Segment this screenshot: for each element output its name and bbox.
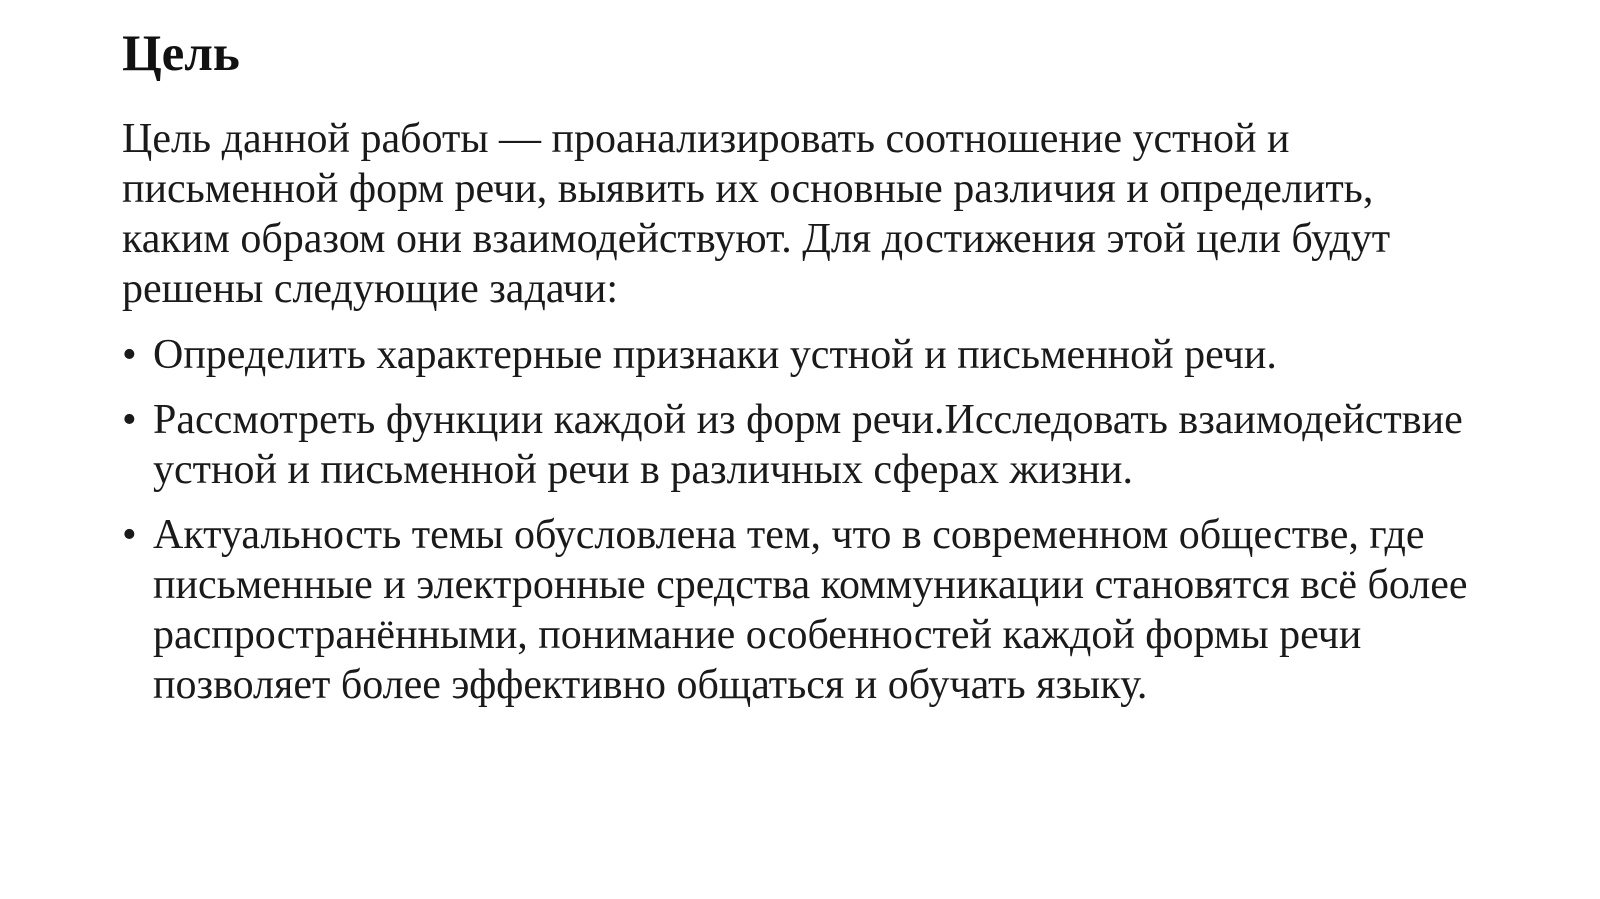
list-item-text: Определить характерные признаки устной и письменной речи. [153,332,1277,378]
list-item [122,330,1482,380]
bullet-icon: • [122,397,137,443]
bullet-icon: • [122,512,137,558]
slide-title: Цель [122,26,240,82]
bullet-icon: • [122,332,137,378]
list-item [122,395,1482,495]
list-item-text: Рассмотреть функции каждой из форм речи.Исследовать взаимодействие устной и письменной речи в различных сферах жизни. [153,397,1463,493]
intro-paragraph: Цель данной работы — проанализировать соотношение устной и письменной форм речи, выявить их основные различия и определить, каким образом они взаимодействуют. Для достижения этой цели будут решены следующие задачи: [122,116,1391,312]
list-item-text: Актуальность темы обусловлена тем, что в современном обществе, где письменные и электронные средства коммуникации становятся всё более распространёнными, понимание особенностей каждой формы речи позволяет более эффективно общаться и обучать языку. [153,512,1468,708]
list-item [122,510,1482,710]
task-list [122,330,1482,710]
